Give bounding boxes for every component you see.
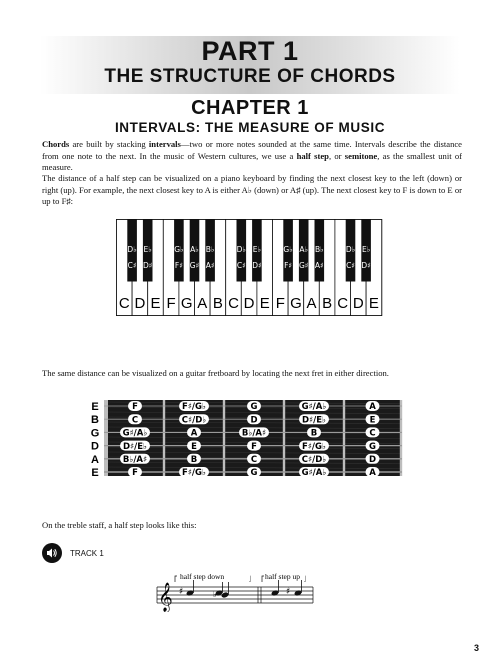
- black-key-flat-label: D♭: [345, 245, 356, 254]
- fret-note-label: B♭/A♯: [122, 455, 148, 465]
- black-key-sharp-label: F♯: [284, 261, 293, 270]
- part-subtitle: THE STRUCTURE OF CHORDS: [104, 66, 396, 87]
- black-key-flat-label: E♭: [143, 245, 152, 254]
- white-key-label: G: [180, 295, 193, 312]
- fret-wire: [400, 400, 402, 476]
- black-key-sharp-label: A♯: [205, 261, 215, 270]
- black-key-flat-label: D♭: [127, 245, 137, 254]
- string-name-label: E: [91, 467, 99, 479]
- page-number: 3: [474, 643, 480, 653]
- fret-note-label: G♯/A♭: [301, 402, 327, 413]
- fret-note-label: D♯/E♭: [122, 441, 148, 452]
- fret-wire: [223, 400, 225, 476]
- black-key-flat-label: A♭: [190, 245, 199, 254]
- fret-note-label: B: [310, 428, 318, 439]
- black-key-sharp-label: F♯: [174, 261, 183, 270]
- black-key-sharp-label: C♯: [127, 261, 137, 270]
- fret-note-label: G♯/A♭: [122, 428, 148, 439]
- black-key-sharp-label: D♯: [252, 261, 262, 270]
- part-title: PART 1: [201, 36, 299, 66]
- half-step-down-label: half step down: [180, 572, 225, 581]
- paragraph-staff: On the treble staff, a half step looks like this:: [42, 520, 197, 530]
- fret-note-label: C♯/D♭: [181, 415, 207, 426]
- fret-note-label: F♯/G♭: [301, 441, 327, 452]
- black-key-sharp-label: A♯: [314, 261, 324, 270]
- track-label: TRACK 1: [70, 548, 104, 558]
- black-key-flat-label: D♭: [236, 245, 246, 254]
- white-key-label: G: [290, 295, 302, 312]
- fret-wire: [104, 400, 108, 476]
- white-key-label: E: [259, 295, 270, 312]
- sharp-accidental-up: ♯: [286, 587, 291, 597]
- white-key-label: B: [212, 295, 223, 312]
- piano-keyboard: [116, 219, 386, 324]
- flat-accidental: ♭: [213, 590, 217, 599]
- fret-note-label: C: [369, 428, 376, 439]
- fret-note-label: A: [369, 468, 376, 479]
- white-key-label: C: [118, 295, 130, 312]
- fret-wire: [343, 400, 345, 476]
- white-key-label: F: [166, 295, 176, 312]
- note-a-up: [271, 590, 279, 597]
- fret-note-label: F♯/G♭: [181, 402, 207, 413]
- fret-note-label: E: [191, 441, 197, 452]
- black-key-flat-label: G♭: [174, 245, 184, 254]
- string-name-label: G: [90, 427, 100, 440]
- fret-note-label: D: [368, 455, 377, 465]
- black-key-flat-label: A♭: [299, 245, 309, 254]
- fret-note-label: A: [190, 428, 198, 439]
- paragraph-intro: Chords are built by stacking intervals—two or more notes sounded at the same time. Intervals describe the distance from one note to the next. In the music of Western cultures, we use a half step, or semitone, as the smallest unit of measure.: [42, 139, 462, 172]
- black-key-sharp-label: D♯: [142, 261, 153, 270]
- string-name-label: A: [91, 453, 99, 466]
- speaker-icon[interactable]: [42, 543, 62, 563]
- note-a-sharp-up: [294, 590, 302, 597]
- fret-note-label: G: [369, 441, 376, 452]
- sharp-accidental: ♯: [179, 587, 184, 597]
- black-key-flat-label: E♭: [252, 245, 262, 254]
- white-key-label: E: [150, 295, 161, 312]
- white-key-label: A: [306, 295, 317, 312]
- white-key-label: D: [243, 295, 255, 312]
- black-key-flat-label: G♭: [283, 245, 293, 254]
- white-key-label: D: [134, 295, 146, 312]
- black-key-flat-label: E♭: [361, 245, 371, 254]
- black-key-sharp-label: C♯: [236, 261, 246, 270]
- audio-track[interactable]: [42, 543, 104, 563]
- fret-note-label: G: [250, 468, 258, 479]
- piano-keyboard-graphic: [116, 219, 386, 319]
- paragraph-piano: The distance of a half step can be visualized on a piano keyboard by finding the next closest key to the left (down) or right (up). For example, the next closest key to A is either A♭ (down) or A♯ (up). The next closest key to F is down to E or up to F♯:: [42, 173, 462, 206]
- treble-staff-graphic: [155, 572, 315, 612]
- black-key-sharp-label: D♯: [361, 261, 371, 270]
- black-key-sharp-label: G♯: [189, 261, 200, 270]
- black-key-sharp-label: C♯: [346, 261, 355, 270]
- fret-note-label: G♯/A♭: [301, 468, 327, 479]
- fret-wire: [283, 400, 285, 476]
- fret-note-label: D♯/E♭: [301, 415, 327, 426]
- white-key-label: C: [337, 295, 349, 312]
- fret-wire: [163, 400, 165, 476]
- string-name-label: B: [91, 414, 99, 427]
- note-a-sharp: [186, 590, 194, 597]
- white-key-label: F: [275, 295, 285, 312]
- fret-note-label: B♭/A♯: [241, 428, 267, 439]
- fret-note-label: F: [132, 402, 138, 413]
- half-step-up-label: half step up: [265, 572, 300, 581]
- black-key-flat-label: B♭: [205, 245, 215, 254]
- paragraph-fretboard: The same distance can be visualized on a guitar fretboard by locating the next fret in either direction.: [42, 368, 389, 378]
- fret-note-label: F: [132, 468, 138, 479]
- fret-note-label: E: [369, 415, 376, 426]
- fret-note-label: B: [190, 455, 198, 465]
- fret-note-label: C: [131, 415, 139, 426]
- fret-note-label: F♯/G♭: [181, 468, 207, 479]
- fret-note-label: G: [250, 402, 258, 413]
- white-key-label: A: [197, 295, 208, 312]
- fret-note-label: C♯/D♭: [301, 455, 327, 465]
- string-name-label: D: [91, 440, 99, 453]
- string-name-label: E: [91, 401, 99, 413]
- white-key-label: E: [368, 295, 379, 312]
- guitar-fretboard-graphic: [88, 398, 408, 484]
- chapter-subtitle: INTERVALS: THE MEASURE OF MUSIC: [114, 120, 386, 135]
- treble-staff: [155, 572, 315, 617]
- black-key-sharp-label: G♯: [298, 261, 309, 270]
- white-key-label: D: [352, 295, 364, 312]
- fret-note-label: D: [250, 415, 258, 426]
- white-key-label: B: [322, 295, 333, 312]
- white-key-label: C: [228, 295, 239, 312]
- treble-clef-icon: 𝄞: [158, 582, 173, 611]
- fret-note-label: A: [369, 402, 376, 413]
- fret-note-label: F: [251, 441, 257, 452]
- guitar-fretboard: [88, 398, 408, 489]
- black-key-flat-label: B♭: [314, 245, 324, 254]
- fret-note-label: C: [250, 455, 258, 465]
- chapter-title: CHAPTER 1: [191, 97, 309, 119]
